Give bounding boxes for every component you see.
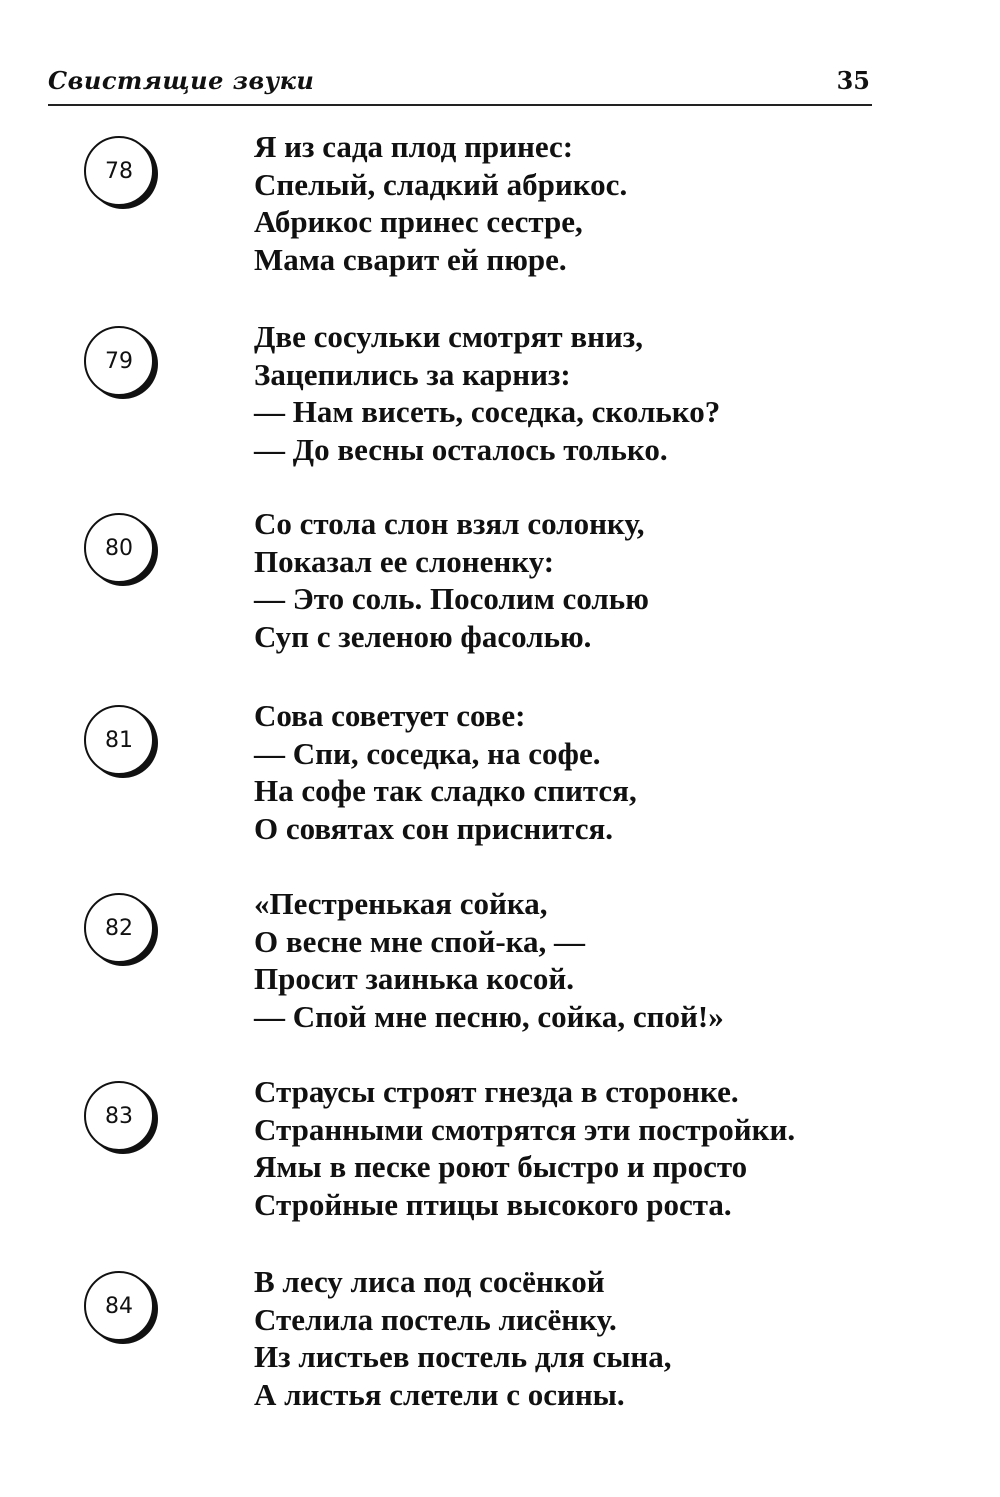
poem <box>254 885 954 1035</box>
poem-line: На софе так сладко спится, <box>254 773 637 808</box>
poem-line: Я из сада плод принес: <box>254 129 574 164</box>
exercise-81 <box>0 697 1000 857</box>
exercise-78 <box>0 128 1000 288</box>
exercise-number-circle: 78 <box>84 136 154 206</box>
poem-line: Две сосульки смотрят вниз, <box>254 319 643 354</box>
poem-line: — До весны осталось только. <box>254 431 668 467</box>
exercise-number-circle: 81 <box>84 705 154 775</box>
poem <box>254 318 954 468</box>
poem <box>254 1073 954 1223</box>
poem <box>254 128 954 278</box>
poem-line: Стройные птицы высокого роста. <box>254 1186 732 1222</box>
poem-line: Со стола слон взял солонку, <box>254 506 645 541</box>
poem-line: — Это соль. Посолим солью <box>254 581 649 616</box>
exercise-number-circle: 82 <box>84 893 154 963</box>
poem-line: «Пестренькая сойка, <box>254 886 548 921</box>
exercise-80 <box>0 505 1000 665</box>
exercise-82 <box>0 885 1000 1045</box>
poem-line: В лесу лиса под сосёнкой <box>254 1264 605 1299</box>
poem-line: — Спи, соседка, на софе. <box>254 735 601 771</box>
exercise-83 <box>0 1073 1000 1233</box>
poem-line: Мама сварит ей пюре. <box>254 241 567 277</box>
poem-line: Ямы в песке роют быстро и просто <box>254 1149 748 1184</box>
poem-line: О совятах сон приснится. <box>254 810 614 846</box>
poem-line: Спелый, сладкий абрикос. <box>254 166 628 202</box>
section-title: Свистящие звуки <box>48 66 315 95</box>
poem-line: Зацепились за карниз: <box>254 356 571 392</box>
poem-line: Стелила постель лисёнку. <box>254 1301 617 1337</box>
poem <box>254 505 954 655</box>
poem-line: А листья слетели с осины. <box>254 1376 625 1412</box>
exercise-number-circle: 80 <box>84 513 154 583</box>
poem-line: Страусы строят гнезда в сторонке. <box>254 1074 739 1109</box>
poem <box>254 697 954 847</box>
exercise-number-circle: 79 <box>84 326 154 396</box>
poem-line: О весне мне спой-ка, — <box>254 923 586 959</box>
exercise-84 <box>0 1263 1000 1423</box>
poem-line: — Нам висеть, соседка, сколько? <box>254 394 721 429</box>
poem-line: Странными смотрятся эти постройки. <box>254 1111 796 1147</box>
poem-line: Суп с зеленою фасолью. <box>254 618 592 654</box>
exercise-number-circle: 83 <box>84 1081 154 1151</box>
poem <box>254 1263 954 1413</box>
poem-line: Просит заинька косой. <box>254 961 574 996</box>
exercise-number-circle: 84 <box>84 1271 154 1341</box>
exercise-79 <box>0 318 1000 478</box>
poem-line: Абрикос принес сестре, <box>254 204 583 239</box>
poem-line: Сова советует сове: <box>254 698 526 733</box>
page-number: 35 <box>836 66 870 95</box>
poem-line: — Спой мне песню, сойка, спой!» <box>254 998 724 1034</box>
poem-line: Показал ее слоненку: <box>254 543 555 579</box>
poem-line: Из листьев постель для сына, <box>254 1339 672 1374</box>
